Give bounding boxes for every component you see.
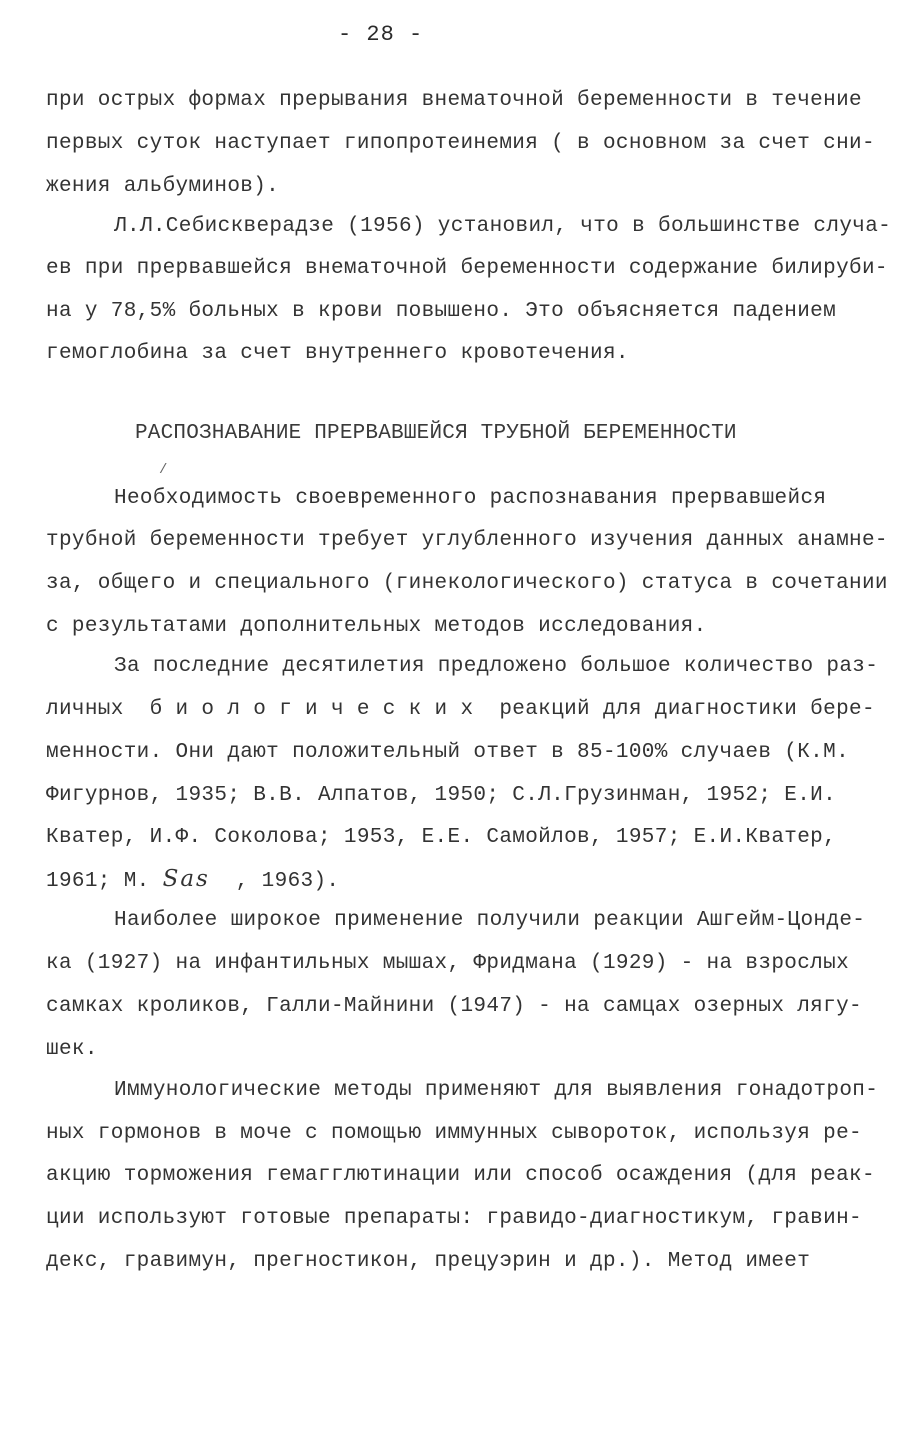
text-line: трубной беременности требует углубленного изучения данных анамне- (46, 529, 888, 552)
text-line: на у 78,5% больных в крови повышено. Это объясняется падением (46, 300, 837, 323)
text-line: Фигурнов, 1935; В.В. Алпатов, 1950; С.Л.Грузинман, 1952; Е.И. (46, 784, 837, 807)
text-line: первых суток наступает гипопротеинемия ( в основном за счет сни- (46, 132, 875, 155)
text-segment: 1961; М. (46, 870, 163, 893)
text-line: Кватер, И.Ф. Соколова; 1953, Е.Е. Самойлов, 1957; Е.И.Кватер, (46, 826, 837, 849)
text-line: акцию торможения гемагглютинации или способ осаждения (для реак- (46, 1164, 875, 1187)
text-line: ка (1927) на инфантильных мышах, Фридмана (1929) - на взрослых (46, 952, 850, 975)
text-line: ных гормонов в моче с помощью иммунных сывороток, используя ре- (46, 1122, 862, 1145)
text-line (46, 864, 339, 897)
text-segment: , 1963). (209, 870, 340, 893)
text-line: декс, гравимун, прегностикон, прецуэрин и др.). Метод имеет (46, 1250, 811, 1273)
paragraph-first-line: За последние десятилетия предложено большое количество раз- (114, 655, 879, 678)
text-line: жения альбуминов). (46, 175, 280, 198)
paragraph-first-line: Л.Л.Себискверадзе (1956) установил, что в большинстве случа- (114, 215, 892, 238)
handwritten-insert: Sas (162, 866, 210, 892)
text-line: при острых формах прерывания внематочной беременности в течение (46, 89, 862, 112)
text-line: ции используют готовые препараты: гравидо-диагностикум, гравин- (46, 1207, 862, 1230)
section-heading: РАСПОЗНАВАНИЕ ПРЕРВАВШЕЙСЯ ТРУБНОЙ БЕРЕМЕННОСТИ (135, 422, 737, 445)
text-line: гемоглобина за счет внутреннего кровотечения. (46, 342, 629, 365)
text-line: за, общего и специального (гинекологического) статуса в сочетании (46, 572, 888, 595)
text-line: ев при прервавшейся внематочной беременности содержание билируби- (46, 257, 888, 280)
text-line: с результатами дополнительных методов исследования. (46, 615, 707, 638)
stray-mark: / (159, 462, 168, 478)
text-line: шек. (46, 1038, 98, 1061)
text-line: личных б и о л о г и ч е с к и х реакций для диагностики бере- (46, 698, 875, 721)
page-number: - 28 - (338, 22, 424, 47)
paragraph-first-line: Наиболее широкое применение получили реакции Ашгейм-Цонде- (114, 909, 866, 932)
text-line: самках кроликов, Галли-Майнини (1947) - на самцах озерных лягу- (46, 995, 862, 1018)
paragraph-first-line: Иммунологические методы применяют для выявления гонадотроп- (114, 1079, 879, 1102)
text-line: менности. Они дают положительный ответ в 85-100% случаев (К.М. (46, 741, 850, 764)
paragraph-first-line: Необходимость своевременного распознавания прервавшейся (114, 487, 827, 510)
